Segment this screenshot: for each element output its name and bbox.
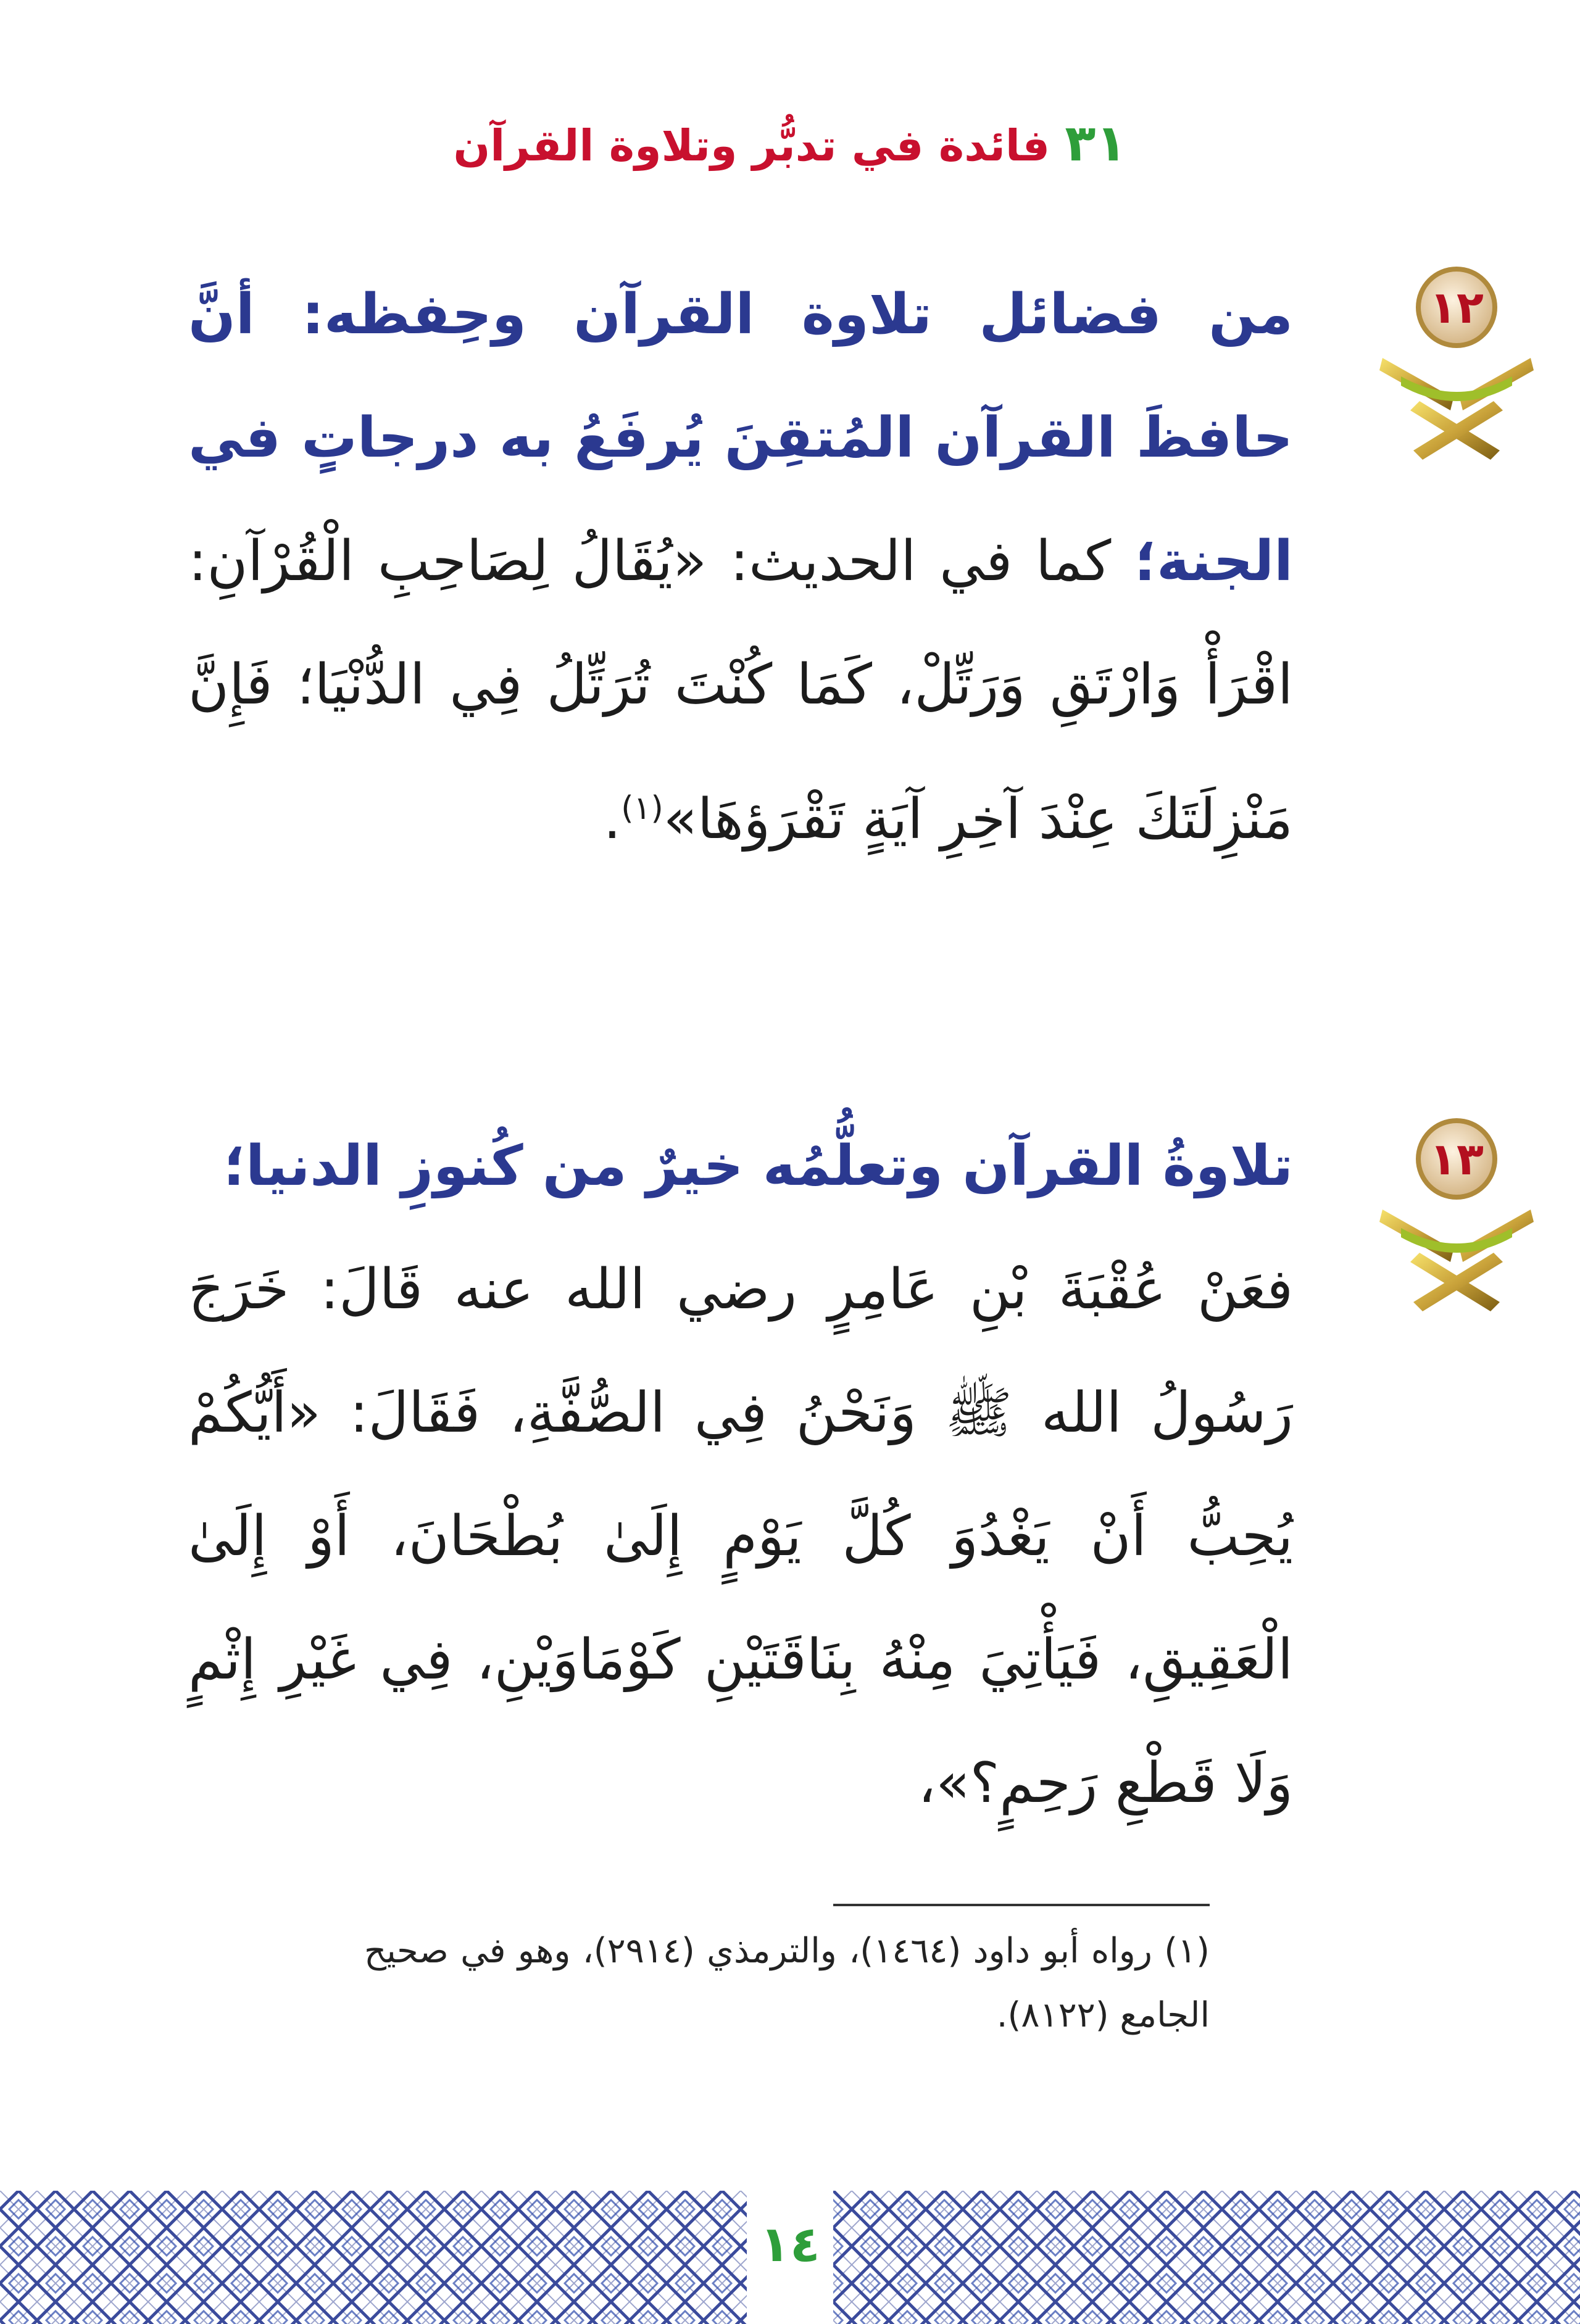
- section-text: [188, 1105, 1293, 1845]
- quran-stand-badge-12: [1376, 253, 1537, 463]
- hadith-text: فعَنْ عُقْبَةَ بْنِ عَامِرٍ رضي الله عنه قَالَ: خَرَجَ رَسُولُ الله ﷺ وَنَحْنُ فِي الصُّفَّةِ، فَقَالَ: «أَيُّكُمْ يُحِبُّ أَنْ يَغْدُوَ كُلَّ يَوْمٍ إِلَىٰ بُطْحَانَ، أَوْ إِلَىٰ الْعَقِيقِ، فَيَأْتِيَ مِنْهُ بِنَاقَتَيْنِ كَوْمَاوَيْنِ، فِي غَيْرِ إِثْمٍ وَلَا قَطْعِ رَحِمٍ؟»،: [188, 1257, 1293, 1816]
- header-title: فائدة في تدبُّر وتلاوة القرآن: [453, 120, 1050, 171]
- footnote-divider: [833, 1904, 1210, 1906]
- quran-stand-badge-13: [1376, 1105, 1537, 1314]
- header-number: ٣١: [1065, 114, 1127, 173]
- badge-number: ١٣: [1429, 1133, 1484, 1185]
- footnote-ref: (١): [621, 790, 663, 827]
- page-number: ١٤: [760, 2215, 820, 2273]
- section-heading: تلاوةُ القرآن وتعلُّمُه خيرٌ من كُنوزِ الدنيا؛: [223, 1134, 1293, 1198]
- footnote: (١) رواه أبو داود (١٤٦٤)، والترمذي (٢٩١٤)، وهو في صحيح الجامع (٨١٢٢).: [364, 1931, 1210, 2035]
- badge-number: ١٢: [1429, 281, 1484, 333]
- end-mark: .: [603, 787, 622, 852]
- running-header: [0, 114, 1580, 173]
- hadith-text: كما في الحديث: «يُقَالُ لِصَاحِبِ الْقُرْآنِ: اقْرَأْ وَارْتَقِ وَرَتِّلْ، كَمَا كُنْتَ تُرَتِّلُ فِي الدُّنْيَا؛ فَإِنَّ مَنْزِلَتَكَ عِنْدَ آخِرِ آيَةٍ تَقْرَؤهَا»: [188, 529, 1293, 852]
- section-text: [188, 253, 1293, 881]
- section-heading: من فضائل تلاوة القرآن وحِفظه: أنَّ حافظَ القرآن المُتقِنَ يُرفَعُ به درجاتٍ في الجنة؛: [188, 282, 1293, 594]
